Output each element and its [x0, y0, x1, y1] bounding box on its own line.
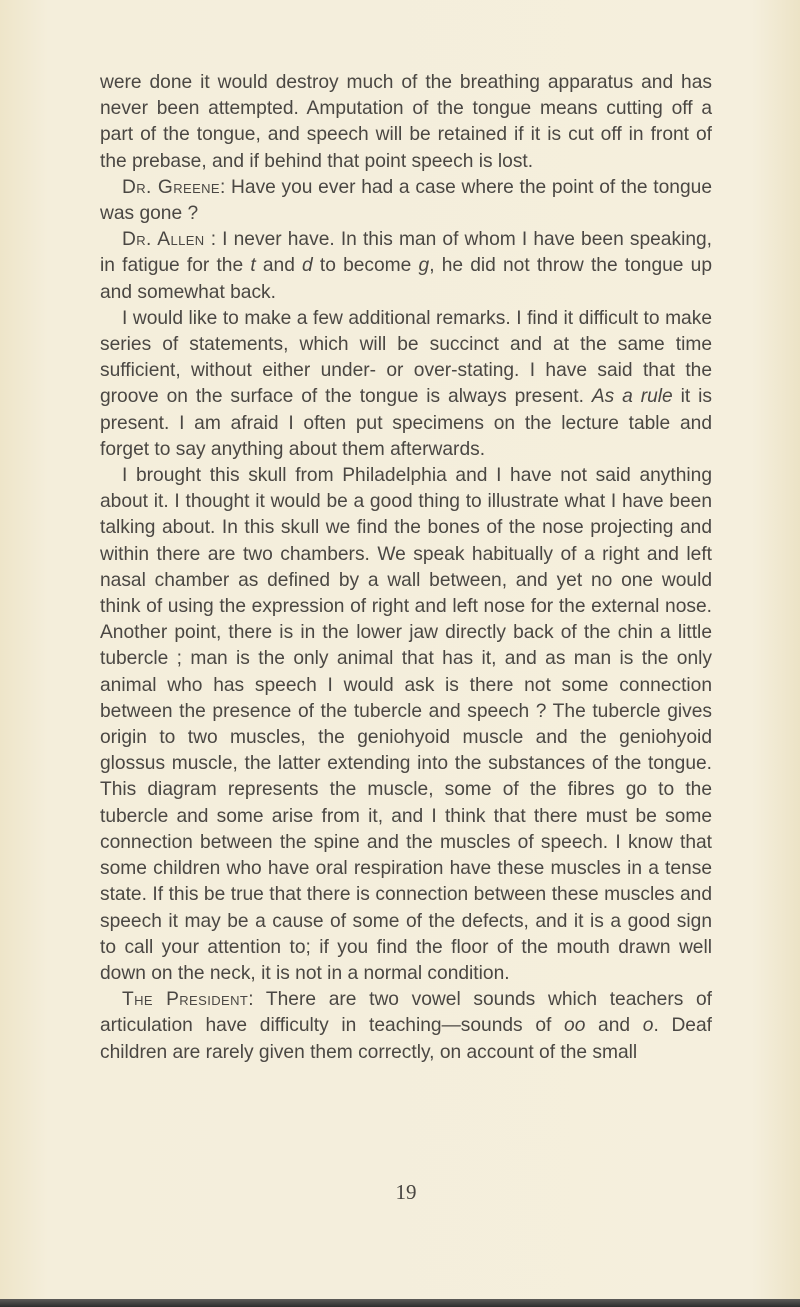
text-run: , he did not throw the tongue up and somewhat back.: [100, 255, 712, 303]
speaker-name: Dr. Allen: [122, 229, 205, 251]
text-run: to become: [312, 255, 419, 277]
text-run: . Deaf children are rarely given them correctly, on account of the small: [100, 1015, 712, 1063]
text-run: I brought this skull from Philadelphia and I have not said anything about it. I thought it would be a good thing to illustrate what I have been talking about. In this skull we find the bones of the nose projecting and within there are two chambers. We speak habitually of a right and left nasal chamber as defined by a wall between, and yet no one would think of using the expression of right and left nose for the external nose. Another point, there is in the lower jaw directly back of the chin a little tubercle ; man is the only animal that has it, and as man is the only animal who has speech I would ask is there not some connection between the presence of the tubercle and speech ? The tubercle gives origin to two muscles, the geniohyoid muscle and the geniohyoid glossus muscle, the latter extending into the substances of the tongue. This diagram represents the muscle, some of the fibres go to the tubercle and some arise from it, and I think that there must be some connection between the spine and the muscles of speech. I know that some children who have oral respiration have these muscles in a tense state. If this be true that there is connection between these muscles and speech it may be a cause of some of the defects, and it is a good sign to call your attention to; if you find the floor of the mouth drawn well down on the neck, it is not in a normal condition.: [100, 465, 712, 984]
speaker-name: Dr. Greene: [122, 176, 220, 198]
text-run: were done it would destroy much of the breathing apparatus and has never been attempted. Amputation of the tongue means cutting off a part of the tongue, and speech will be retained if it is cut off in front of the prebase, and if behind that point speech is lost.: [100, 72, 712, 172]
italic-text: oo: [564, 1015, 586, 1037]
speaker-paragraph: [100, 175, 712, 227]
text-run: I would like to make a few additional remarks. I find it difficult to make series of statements, which will be succinct and at the same time sufficient, without either under- or over-stating. I have said that the groove on the surface of the tongue is always present.: [100, 307, 712, 408]
text-run: and: [585, 1015, 643, 1037]
paragraph: [100, 463, 712, 987]
page-bottom-edge: [0, 1299, 800, 1307]
paragraph: [100, 306, 712, 463]
paragraph: [100, 70, 712, 175]
body-text: [100, 70, 712, 1066]
speaker-paragraph: [100, 227, 712, 306]
text-run: and: [255, 255, 303, 277]
italic-text: t: [250, 255, 256, 277]
speaker-name: The President: [122, 989, 249, 1011]
text-run: : I never have. In this man of whom I have been speaking, in fatigue for the: [100, 229, 713, 277]
text-run: it is present. I am afraid I often put specimens on the lecture table and forget to say anything about them afterwards.: [100, 386, 712, 460]
italic-text: o: [642, 1015, 654, 1037]
italic-text: As a rule: [591, 386, 673, 408]
italic-text: g: [418, 255, 430, 277]
text-run: : There are two vowel sounds which teachers of articulation have difficulty in teaching—sounds of: [100, 989, 712, 1037]
italic-text: d: [302, 255, 313, 277]
page-number: 19: [395, 1180, 417, 1204]
text-run: : Have you ever had a case where the point of the tongue was gone ?: [100, 176, 712, 225]
speaker-paragraph: [100, 987, 712, 1066]
